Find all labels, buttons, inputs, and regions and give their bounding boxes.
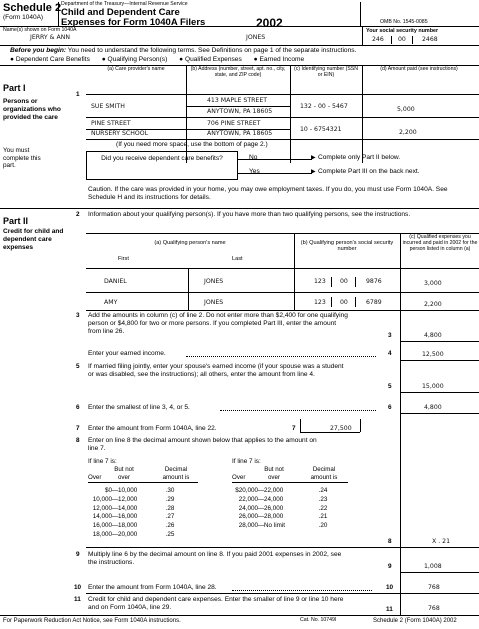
table-right-over: Over bbox=[232, 474, 246, 481]
part1-description: Persons or organizations who provided the care bbox=[3, 98, 61, 121]
line7-amount[interactable]: 27,500 bbox=[330, 425, 352, 432]
yes-result: Complete Part III on the back next. bbox=[318, 168, 420, 175]
line5-box-number: 5 bbox=[388, 383, 392, 390]
person1-amount[interactable]: 3,000 bbox=[424, 280, 442, 287]
table-left-decimal: Decimal bbox=[164, 466, 188, 473]
filer-first-name[interactable]: JERRY & ANN bbox=[30, 34, 70, 41]
table-left-amountis: amount is bbox=[162, 474, 190, 481]
table-row: 16,000 — 18,000 .26 bbox=[92, 522, 175, 530]
tax-year: 2002 bbox=[256, 16, 283, 30]
line8-box-number: 8 bbox=[388, 538, 392, 545]
table-right-over2: over bbox=[267, 474, 281, 481]
person2-amount[interactable]: 2,200 bbox=[424, 301, 442, 308]
table-row: 28,000 — No limit .20 bbox=[238, 522, 328, 530]
person2-ssn2[interactable]: 00 bbox=[340, 299, 348, 306]
person2-ssn1[interactable]: 123 bbox=[314, 299, 326, 306]
line5-amount[interactable]: 15,000 bbox=[422, 383, 444, 390]
department: Department of the Treasury—Internal Revenue Service bbox=[61, 1, 188, 7]
table-right-header: If line 7 is: bbox=[232, 458, 261, 465]
line11-amount[interactable]: 768 bbox=[428, 605, 440, 612]
person2-ssn3[interactable]: 6789 bbox=[366, 299, 382, 306]
provider1-amount[interactable]: 5,000 bbox=[397, 106, 415, 113]
person1-last[interactable]: JONES bbox=[204, 278, 224, 285]
table-row: 14,000 — 16,000 .27 bbox=[92, 513, 175, 521]
footer-form-id: Schedule 2 (Form 1040A) 2002 bbox=[373, 618, 457, 624]
line11-number: 11 bbox=[74, 596, 81, 603]
provider2-amount[interactable]: 2,200 bbox=[399, 129, 417, 136]
line10-text: Enter the amount from Form 1040A, line 28. bbox=[88, 584, 217, 591]
provider1-id[interactable]: 132 - 00 - 5467 bbox=[300, 103, 348, 110]
line6-box-number: 6 bbox=[388, 404, 392, 411]
provider1-name[interactable]: SUE SMITH bbox=[91, 103, 125, 110]
table-right-decimal: Decimal bbox=[312, 466, 336, 473]
before-you-begin: Before you begin: You need to understand the following terms. See Definitions on page 1 of the separate instructions. bbox=[10, 47, 357, 54]
line5-text: If married filing jointly, enter your spouse's earned income (if your spouse was a student or was disabled, see the instructions); all others, enter the amount from line 4. bbox=[88, 363, 344, 379]
line2-text: Information about your qualifying person(s). If you have more than two qualifying persons, see the instructions. bbox=[88, 211, 411, 218]
table-row: $20,000 — 22,000 .24 bbox=[235, 487, 328, 494]
line6-text: Enter the smallest of line 3, 4, or 5. bbox=[88, 404, 190, 411]
person2-first[interactable]: AMY bbox=[104, 299, 118, 306]
table-left-butnot: But not bbox=[114, 466, 134, 473]
provider2-name-line2[interactable]: NURSERY SCHOOL bbox=[91, 130, 149, 137]
table-row: 26,000 — 28,000 .21 bbox=[238, 513, 328, 521]
omb-number: OMB No. 1545-0085 bbox=[380, 19, 428, 25]
table-row: $0 — 10,000 .30 bbox=[104, 487, 175, 494]
part1-title: Part I bbox=[3, 83, 26, 93]
ssn-label: Your social security number bbox=[366, 28, 439, 34]
line3-number: 3 bbox=[76, 312, 80, 319]
person1-ssn1[interactable]: 123 bbox=[314, 278, 326, 285]
line7-inner-number: 7 bbox=[292, 425, 296, 432]
table-row: 18,000 — 20,000 .25 bbox=[92, 531, 175, 539]
benefits-question: Did you receive dependent care benefits? bbox=[101, 155, 223, 162]
line11-text: Credit for child and dependent care expenses. Enter the smaller of line 9 or line 10 here and on Form 1040A, line 29. bbox=[88, 596, 344, 612]
footer-cat-number: Cat. No. 10749I bbox=[300, 617, 337, 623]
form-title: Child and Dependent Care Expenses for Form 1040A Filers bbox=[61, 7, 206, 28]
line4-number: 4 bbox=[388, 350, 392, 357]
line9-number: 9 bbox=[76, 551, 80, 558]
name-label: Name(s) shown on Form 1040A bbox=[3, 27, 77, 33]
line1-number: 1 bbox=[76, 91, 80, 98]
table-right-amountis: amount is bbox=[310, 474, 338, 481]
footer-paperwork-notice: For Paperwork Reduction Act Notice, see Form 1040A instructions. bbox=[3, 618, 181, 624]
person1-first[interactable]: DANIEL bbox=[104, 278, 127, 285]
ssn-part1[interactable]: 246 bbox=[372, 36, 384, 43]
table-left-over: Over bbox=[88, 474, 102, 481]
part1-must-complete: You must complete this part. bbox=[3, 147, 41, 170]
line8-number: 8 bbox=[76, 437, 80, 444]
person1-ssn2[interactable]: 00 bbox=[340, 278, 348, 285]
line7-text: Enter the amount from Form 1040A, line 22. bbox=[88, 425, 217, 432]
first-header: First bbox=[118, 256, 129, 262]
provider2-id[interactable]: 10 - 6754321 bbox=[300, 126, 342, 133]
filer-last-name[interactable]: JONES bbox=[246, 34, 266, 41]
provider1-city[interactable]: ANYTOWN, PA 18605 bbox=[207, 108, 273, 115]
qp-col-c-header: (c) Qualified expenses you incurred and paid in 2002 for the person listed in column (a) bbox=[402, 234, 478, 252]
line8-amount[interactable]: X . 21 bbox=[432, 538, 451, 545]
ssn-part2[interactable]: 00 bbox=[398, 36, 406, 43]
terms-list: ● Dependent Care Benefits ● Qualifying Person(s) ● Qualified Expenses ● Earned Income bbox=[10, 56, 305, 63]
line11-box-number: 11 bbox=[386, 606, 393, 613]
col-a-header: (a) Care provider's name bbox=[107, 66, 165, 72]
provider1-street[interactable]: 413 MAPLE STREET bbox=[207, 97, 268, 104]
col-c-header: (c) Identifying number (SSN or EIN) bbox=[293, 66, 358, 78]
col-d-header: (d) Amount paid (see instructions) bbox=[380, 66, 458, 72]
ssn-part3[interactable]: 2468 bbox=[422, 36, 438, 43]
table-left-over2: over bbox=[117, 474, 131, 481]
arrow-right-icon: ▶ bbox=[311, 169, 316, 175]
part2-description: Credit for child and dependent care expenses bbox=[3, 228, 64, 251]
caution-note: Caution. If the care was provided in your home, you may owe employment taxes. If you do, you must use Form 1040A. See Schedule H and its instructions for details. bbox=[88, 186, 448, 202]
line9-amount[interactable]: 1,008 bbox=[424, 563, 442, 570]
no-result: Complete only Part II below. bbox=[318, 154, 401, 161]
line10-amount[interactable]: 768 bbox=[428, 584, 440, 591]
form-ref: (Form 1040A) bbox=[3, 14, 44, 21]
person1-ssn3[interactable]: 9876 bbox=[366, 278, 382, 285]
table-row: 10,000 — 12,000 .29 bbox=[92, 495, 175, 503]
last-header: Last bbox=[232, 256, 243, 262]
line3-text: Add the amounts in column (c) of line 2. Do not enter more than $2,400 for one qualifying person or $4,800 for two or more persons. If you completed Part III, enter the amount from line 26. bbox=[88, 312, 348, 336]
line5-number: 5 bbox=[76, 363, 80, 370]
col-b-header: (b) Address (number, street, apt. no., city, state, and ZIP code) bbox=[190, 66, 286, 78]
table-right-butnot: But not bbox=[264, 466, 284, 473]
line7-number: 7 bbox=[76, 425, 80, 432]
qp-col-a-header: (a) Qualifying person's name bbox=[154, 240, 226, 246]
table-row: 24,000 — 26,000 .22 bbox=[238, 504, 328, 512]
line8-text: Enter on line 8 the decimal amount shown below that applies to the amount on line 7. bbox=[88, 437, 317, 453]
decimal-table-right bbox=[230, 487, 350, 531]
line9-box-number: 9 bbox=[388, 563, 392, 570]
more-space-note: (If you need more space, use the bottom of page 2.) bbox=[116, 141, 268, 148]
table-row: 12,000 — 14,000 .28 bbox=[92, 504, 175, 512]
person2-last[interactable]: JONES bbox=[204, 299, 224, 306]
line9-text: Multiply line 6 by the decimal amount on line 8. If you paid 2001 expenses in 2002, see the instructions. bbox=[88, 551, 342, 567]
line4-amount[interactable]: 12,500 bbox=[422, 351, 444, 358]
no-option[interactable]: No bbox=[249, 154, 258, 161]
provider2-name[interactable]: PINE STREET bbox=[91, 120, 131, 127]
line6-number: 6 bbox=[76, 404, 80, 411]
provider2-street[interactable]: 706 PINE STREET bbox=[207, 120, 261, 127]
line3-amount[interactable]: 4,800 bbox=[424, 332, 442, 339]
line10-box-number: 10 bbox=[386, 584, 394, 591]
line2-number: 2 bbox=[76, 211, 80, 218]
line6-amount[interactable]: 4,800 bbox=[424, 404, 442, 411]
line3-box-number: 3 bbox=[388, 332, 392, 339]
table-row: 22,000 — 24,000 .23 bbox=[238, 495, 328, 503]
arrow-right-icon: ▶ bbox=[311, 155, 316, 161]
provider2-city[interactable]: ANYTOWN, PA 18605 bbox=[207, 130, 273, 137]
yes-option[interactable]: Yes bbox=[249, 168, 260, 175]
schedule-title: Schedule 2 bbox=[3, 2, 62, 14]
line4-text: Enter your earned income. bbox=[88, 350, 166, 357]
qp-col-b-header: (b) Qualifying person's social security number bbox=[300, 240, 394, 253]
table-left-header: If line 7 is: bbox=[88, 458, 117, 465]
part2-title: Part II bbox=[3, 216, 29, 226]
decimal-table-left bbox=[88, 487, 200, 540]
line10-number: 10 bbox=[74, 584, 82, 591]
